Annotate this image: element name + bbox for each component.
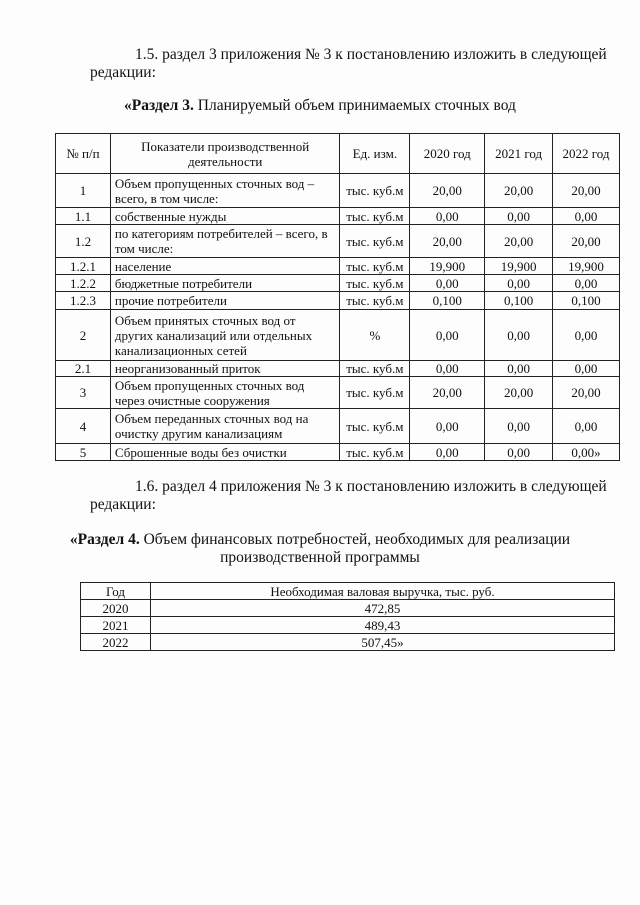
wastewater-volume-table: [55, 133, 620, 461]
value-2021: 0,00: [485, 310, 553, 361]
table-row: [56, 225, 620, 258]
paragraph-1-6-cont: редакции:: [90, 496, 156, 513]
paragraph-1-6: 1.6. раздел 4 приложения № 3 к постановлению изложить в следующей: [135, 478, 607, 495]
table-row: [56, 208, 620, 225]
row-unit: тыс. куб.м: [340, 444, 410, 461]
row-number: 2.1: [56, 361, 111, 377]
value-2020: 19,900: [410, 258, 485, 275]
value-2022: 0,00: [553, 275, 620, 292]
row-unit: тыс. куб.м: [340, 409, 410, 444]
row-unit: тыс. куб.м: [340, 174, 410, 208]
value-2022: 0,00: [553, 361, 620, 377]
revenue-cell: 507,45»: [151, 634, 615, 651]
value-2020: 0,00: [410, 361, 485, 377]
row-indicator: неорганизованный приток: [110, 361, 340, 377]
value-2021: 0,00: [485, 409, 553, 444]
row-indicator: население: [110, 258, 340, 275]
section-3-title: [0, 97, 640, 115]
table-row: [81, 617, 615, 634]
section-3-text: Планируемый объем принимаемых сточных вод: [193, 97, 516, 114]
value-2020: 0,00: [410, 275, 485, 292]
value-2020: 0,00: [410, 208, 485, 225]
value-2021: 0,00: [485, 208, 553, 225]
year-cell: 2022: [81, 634, 151, 651]
table-row: [56, 361, 620, 377]
table-row: [56, 377, 620, 409]
col-header-number: № п/п: [56, 134, 111, 174]
row-number: 3: [56, 377, 111, 409]
value-2020: 20,00: [410, 174, 485, 208]
row-number: 1.2.3: [56, 292, 111, 310]
value-2022: 0,00: [553, 409, 620, 444]
paragraph-1-5-cont: редакции:: [90, 64, 156, 81]
value-2021: 20,00: [485, 225, 553, 258]
value-2022: 0,00»: [553, 444, 620, 461]
row-indicator: Объем пропущенных сточных вод через очистные сооружения: [110, 377, 340, 409]
row-indicator: по категориям потребителей – всего, в том числе:: [110, 225, 340, 258]
row-unit: тыс. куб.м: [340, 258, 410, 275]
col-header-year: Год: [81, 583, 151, 600]
row-unit: тыс. куб.м: [340, 292, 410, 310]
col-header-revenue: Необходимая валовая выручка, тыс. руб.: [151, 583, 615, 600]
row-indicator: Сброшенные воды без очистки: [110, 444, 340, 461]
value-2022: 20,00: [553, 377, 620, 409]
col-header-indicator: Показатели производственной деятельности: [110, 134, 340, 174]
value-2021: 0,00: [485, 361, 553, 377]
revenue-cell: 472,85: [151, 600, 615, 617]
row-indicator: собственные нужды: [110, 208, 340, 225]
value-2020: 0,00: [410, 310, 485, 361]
row-number: 4: [56, 409, 111, 444]
table-row: [56, 310, 620, 361]
value-2022: 0,00: [553, 208, 620, 225]
table-row: [56, 292, 620, 310]
value-2021: 0,100: [485, 292, 553, 310]
row-number: 2: [56, 310, 111, 361]
section-4-title-cont: производственной программы: [220, 549, 420, 566]
table-row: [56, 174, 620, 208]
value-2022: 20,00: [553, 174, 620, 208]
section-4-label: «Раздел 4.: [69, 531, 140, 548]
table-header-row: [81, 583, 615, 600]
section-4-text: Объем финансовых потребностей, необходимых для реализации: [139, 531, 571, 548]
row-unit: тыс. куб.м: [340, 208, 410, 225]
table-header-row: [56, 134, 620, 174]
value-2021: 0,00: [485, 444, 553, 461]
table-row: [81, 600, 615, 617]
section-4-title: [0, 531, 640, 549]
row-number: 1: [56, 174, 111, 208]
year-cell: 2020: [81, 600, 151, 617]
value-2022: 0,100: [553, 292, 620, 310]
row-unit: тыс. куб.м: [340, 361, 410, 377]
revenue-cell: 489,43: [151, 617, 615, 634]
row-indicator: Объем переданных сточных вод на очистку другим канализациям: [110, 409, 340, 444]
value-2020: 20,00: [410, 377, 485, 409]
row-number: 1.2: [56, 225, 111, 258]
value-2021: 19,900: [485, 258, 553, 275]
row-number: 1.1: [56, 208, 111, 225]
table-row: [56, 444, 620, 461]
value-2022: 0,00: [553, 310, 620, 361]
row-indicator: Объем пропущенных сточных вод – всего, в том числе:: [110, 174, 340, 208]
financial-needs-table: [80, 582, 615, 651]
table-row: [56, 409, 620, 444]
table-row: [56, 275, 620, 292]
value-2020: 0,00: [410, 409, 485, 444]
row-indicator: Объем принятых сточных вод от других канализаций или отдельных канализационных сетей: [110, 310, 340, 361]
row-indicator: прочие потребители: [110, 292, 340, 310]
value-2021: 20,00: [485, 377, 553, 409]
row-unit: тыс. куб.м: [340, 225, 410, 258]
col-header-unit: Ед. изм.: [340, 134, 410, 174]
row-indicator: бюджетные потребители: [110, 275, 340, 292]
value-2022: 19,900: [553, 258, 620, 275]
row-number: 1.2.1: [56, 258, 111, 275]
row-unit: %: [340, 310, 410, 361]
row-unit: тыс. куб.м: [340, 377, 410, 409]
row-number: 1.2.2: [56, 275, 111, 292]
value-2020: 20,00: [410, 225, 485, 258]
table-row: [56, 258, 620, 275]
col-header-2021: 2021 год: [485, 134, 553, 174]
table-row: [81, 634, 615, 651]
col-header-2020: 2020 год: [410, 134, 485, 174]
value-2020: 0,100: [410, 292, 485, 310]
value-2021: 20,00: [485, 174, 553, 208]
col-header-2022: 2022 год: [553, 134, 620, 174]
value-2021: 0,00: [485, 275, 553, 292]
value-2020: 0,00: [410, 444, 485, 461]
paragraph-1-5: 1.5. раздел 3 приложения № 3 к постановлению изложить в следующей: [135, 46, 607, 63]
row-number: 5: [56, 444, 111, 461]
year-cell: 2021: [81, 617, 151, 634]
value-2022: 20,00: [553, 225, 620, 258]
row-unit: тыс. куб.м: [340, 275, 410, 292]
section-3-label: «Раздел 3.: [124, 97, 194, 114]
